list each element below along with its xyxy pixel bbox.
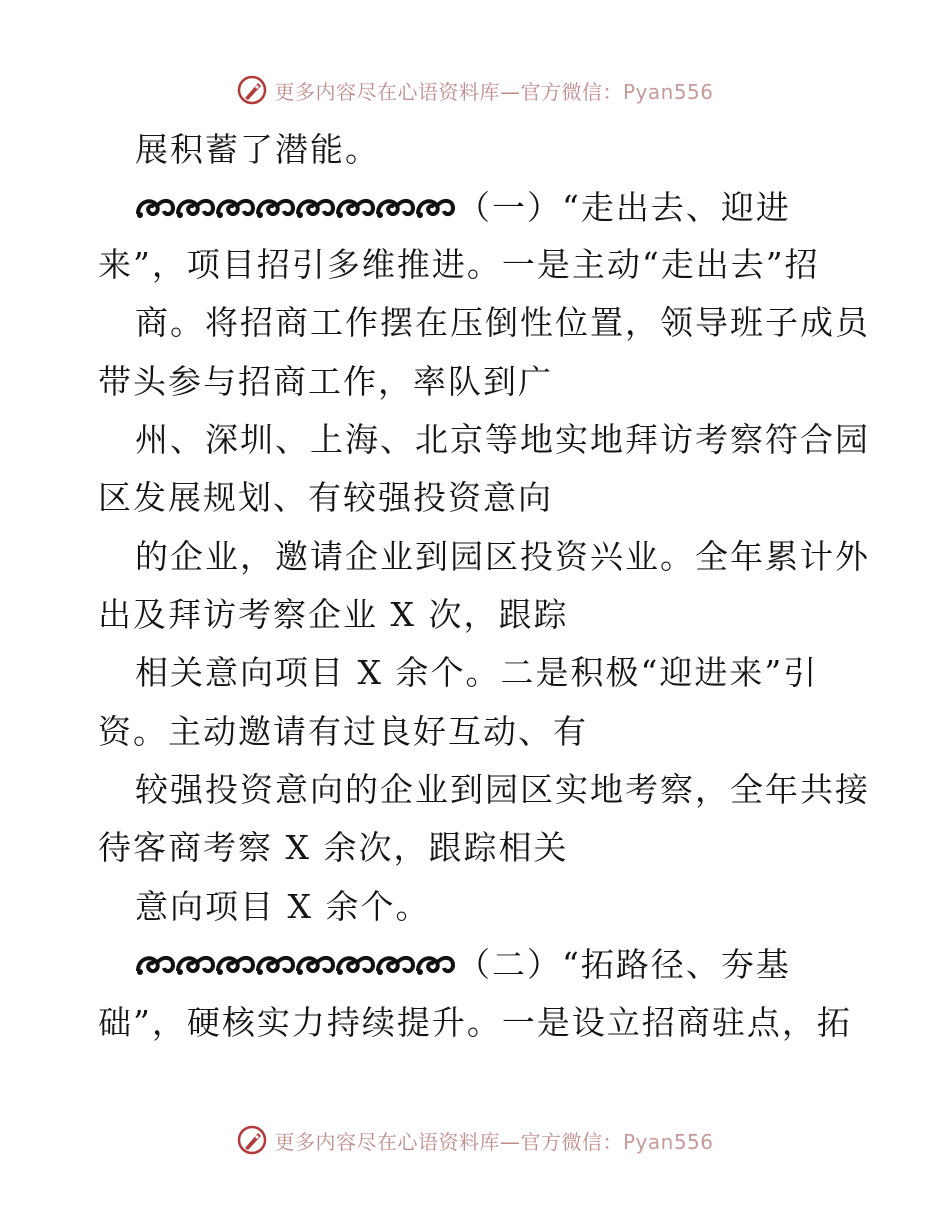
swirl-ornament-icon bbox=[135, 188, 457, 228]
doc-line-12: 较强投资意向的企业到园区实地考察，全年共接 bbox=[135, 770, 870, 809]
swirl-ornament-icon bbox=[135, 945, 457, 985]
doc-line-5: 带头参与招商工作，率队到广 bbox=[98, 362, 553, 401]
doc-line-4: 商。将招商工作摆在压倒性位置，领导班子成员 bbox=[135, 303, 870, 342]
doc-line-6: 州、深圳、上海、北京等地实地拜访考察符合园 bbox=[135, 420, 870, 459]
watermark-text: 更多内容尽在心语资料库—官方微信：Pyan556 bbox=[274, 79, 714, 104]
section-heading-1: （一）“走出去、迎进 bbox=[457, 188, 791, 227]
watermark-header bbox=[0, 70, 950, 110]
doc-line-10: 相关意向项目 X 余个。二是积极“迎进来”引 bbox=[135, 653, 819, 692]
doc-line-8: 的企业，邀请企业到园区投资兴业。全年累计外 bbox=[135, 537, 870, 576]
doc-line-3: 来”，项目招引多维推进。一是主动“走出去”招 bbox=[98, 245, 820, 284]
doc-line-7: 区发展规划、有较强投资意向 bbox=[98, 478, 553, 517]
watermark-text: 更多内容尽在心语资料库—官方微信：Pyan556 bbox=[274, 1129, 714, 1154]
doc-line-15 bbox=[135, 945, 791, 985]
pen-nib-icon bbox=[236, 1124, 268, 1156]
doc-line-1: 展积蓄了潜能。 bbox=[135, 130, 380, 169]
doc-line-9: 出及拜访考察企业 X 次，跟踪 bbox=[98, 595, 569, 634]
doc-line-16: 础”，硬核实力持续提升。一是设立招商驻点，拓 bbox=[98, 1003, 852, 1042]
doc-line-2 bbox=[135, 188, 791, 228]
wechat-id: Pyan556 bbox=[622, 1129, 714, 1154]
doc-line-11: 资。主动邀请有过良好互动、有 bbox=[98, 712, 588, 751]
wechat-id: Pyan556 bbox=[622, 79, 714, 104]
pen-nib-icon bbox=[236, 74, 268, 106]
section-heading-2: （二）“拓路径、夯基 bbox=[457, 945, 791, 984]
watermark-footer bbox=[0, 1120, 950, 1160]
doc-line-14: 意向项目 X 余个。 bbox=[135, 887, 431, 926]
doc-line-13: 待客商考察 X 余次，跟踪相关 bbox=[98, 828, 569, 867]
